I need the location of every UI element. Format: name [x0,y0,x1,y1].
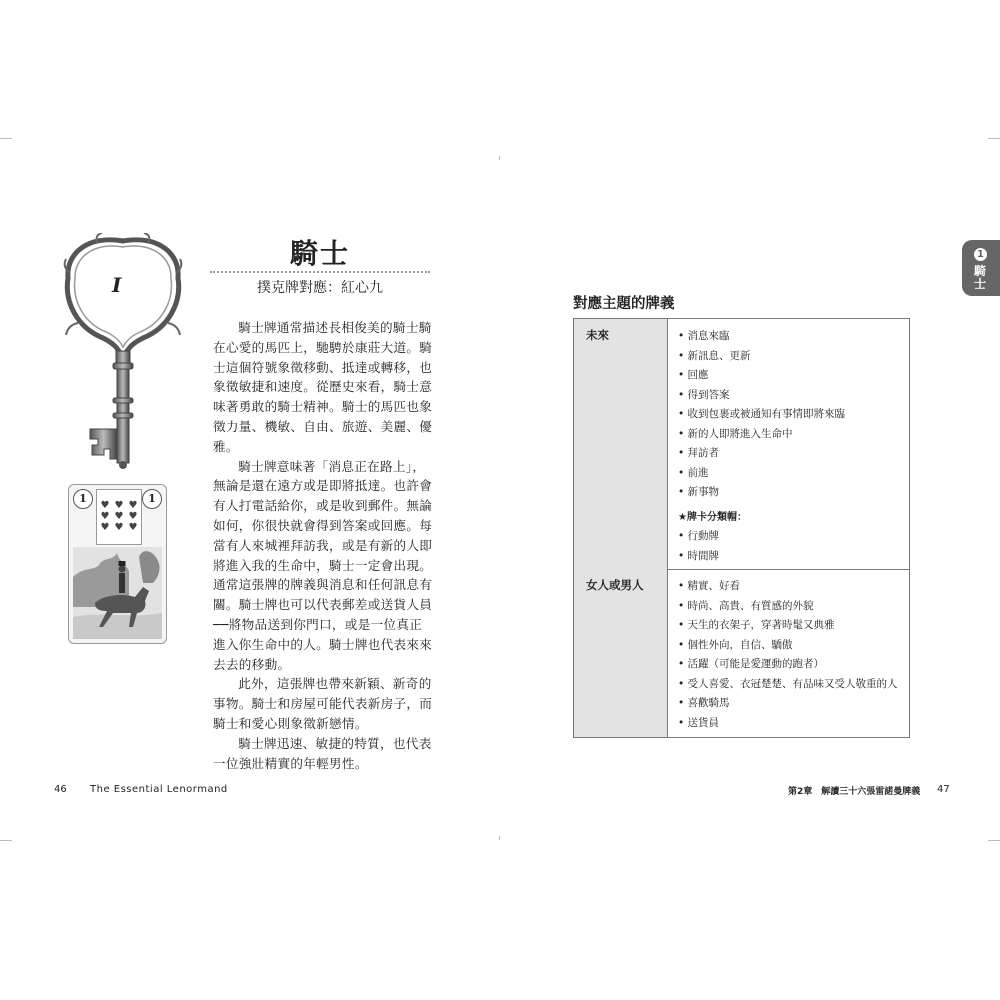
row-content [668,319,909,569]
paragraph: 騎士牌通常描述長相俊美的騎士騎在心愛的馬匹上，馳騁於康莊大道。騎士這個符號象徵移動、抵達或轉移，也象徵敏捷和速度。從歷史來看，騎士意味著勇敢的騎士精神。騎士的馬匹也象徵力量、機敏、自由、旅遊、美麗、優雅。 [213,320,433,454]
crop-mark [988,138,1000,139]
list-item: • 活躍（可能是愛運動的跑者） [678,655,909,675]
table-row [574,569,909,737]
list-item: • 拜訪者 [678,444,909,464]
heart-icon: ♥ [100,522,110,533]
list-item: • 精實、好看 [678,577,909,597]
paragraph: 此外，這張牌也帶來新穎、新奇的事物。騎士和房屋可能代表新房子，而騎士和愛心則象徵新戀情。 [213,676,433,731]
tab-label: 騎士 [974,264,987,291]
heart-icon: ♥ [114,500,124,511]
page-number-left: 46 [54,784,67,795]
row-content [668,569,909,737]
crop-mark [499,836,500,840]
heart-icon: ♥ [114,522,124,533]
tab-number: 1 [974,248,987,261]
list-item: • 新的人即將進入生命中 [678,425,909,445]
list-item: • 行動牌 [678,527,909,547]
heart-icon: ♥ [128,522,138,533]
row-label: 女人或男人 [574,569,668,737]
heart-icon: ♥ [128,511,138,522]
crop-mark [0,840,12,841]
crop-mark [988,840,1000,841]
heart-icon: ♥ [128,500,138,511]
page-number-right: 47 [937,784,950,795]
chapter-tab [962,240,1000,296]
lenormand-card [68,484,167,644]
key-illustration [58,233,188,471]
running-head-right: 第2章 解讀三十六張雷諾曼牌義 [788,787,921,797]
crop-mark [499,156,500,160]
title-divider [210,271,430,273]
rider-illustration [73,547,162,639]
card-number-left: 1 [73,489,93,509]
crop-mark [0,138,12,139]
table-row [574,319,909,570]
list-item: • 喜歡騎馬 [678,694,909,714]
paragraph: 騎士牌迅速、敏捷的特質，也代表一位強壯精實的年輕男性。 [213,735,432,771]
list-item: • 個性外向，自信、驕傲 [678,636,909,656]
list-item: • 天生的衣架子，穿著時髦又典雅 [678,616,909,636]
list-item: • 送貨員 [678,714,909,734]
row-label: 未來 [574,319,668,569]
list-item: • 受人喜愛、衣冠楚楚、有品味又受人敬重的人 [678,675,909,695]
list-item: • 新訊息、更新 [678,347,909,367]
list-item: • 新事物 [678,483,909,503]
heart-icon: ♥ [100,511,110,522]
card-number-right: 1 [142,489,162,509]
category-note: ★牌卡分類帽： [678,511,747,523]
meanings-table [573,318,910,738]
list-item: • 得到答案 [678,386,909,406]
body-text [213,318,433,773]
running-head-left: The Essential Lenormand [90,784,228,795]
list-item: • 收到包裹或被通知有事情即將來臨 [678,405,909,425]
list-item: • 回應 [678,366,909,386]
list-item: • 消息來臨 [678,327,909,347]
page-title: 騎士 [289,237,350,270]
heart-icon: ♥ [100,500,110,511]
table-heading: 對應主題的牌義 [573,296,675,312]
page-subtitle: 撲克牌對應：紅心九 [257,280,383,296]
paragraph: 騎士牌意味著「消息正在路上」，無論是還在遠方或是即將抵達。也許會有人打電話給你，或是收到郵件。無論如何，你很快就會得到答案或回應。每當有人來城裡拜訪我，或是有新的人即將進入我的生命中，騎士一定會出現。通常這張牌的牌義與消息和任何訊息有關。騎士牌也可以代表郵差或送貨人員──將物品送到你門口，或是一位真正進入你生命中的人。騎士牌也代表來來去去的移動。 [213,458,433,672]
nine-of-hearts-mini [96,489,142,545]
list-item: • 時尚、高貴、有質感的外貌 [678,597,909,617]
list-item: • 前進 [678,464,909,484]
list-item: • 時間牌 [678,547,909,567]
card-roman-numeral: I [112,273,122,297]
heart-icon: ♥ [114,511,124,522]
